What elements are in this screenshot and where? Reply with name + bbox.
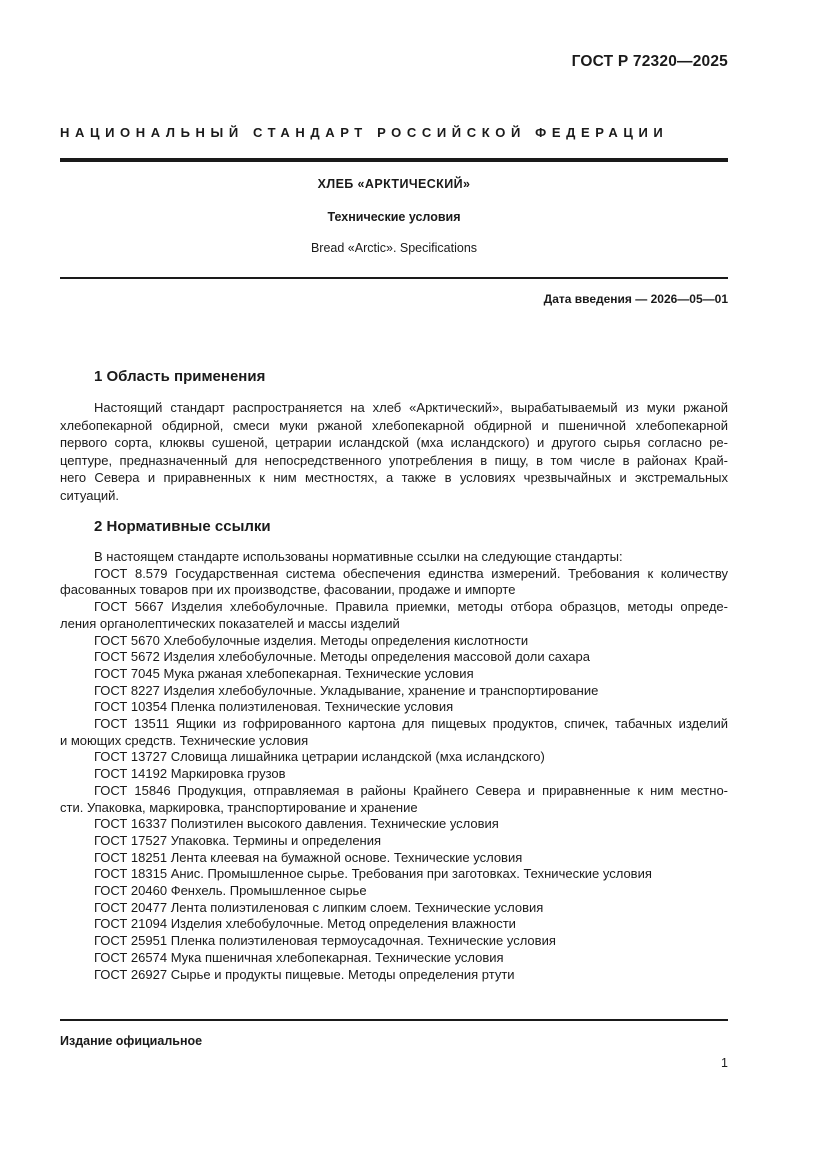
header-divider <box>60 158 728 162</box>
reference-item: ГОСТ 5672 Изделия хлебобулочные. Методы определения массовой доли сахара <box>94 649 590 665</box>
reference-item: ГОСТ 7045 Мука ржаная хлебопекарная. Технические условия <box>94 665 474 681</box>
reference-item: ГОСТ 17527 Упаковка. Термины и определения <box>94 832 382 848</box>
national-standard-banner: НАЦИОНАЛЬНЫЙ СТАНДАРТ РОССИЙСКОЙ ФЕДЕРАЦИИ <box>60 125 669 140</box>
scope-line: первого сорта, клюквы сушеной, цетрарии исландской (мха исландского) и другого сырья согласно ре- <box>60 435 728 450</box>
reference-item: ГОСТ 20477 Лента полиэтиленовая с липким слоем. Технические условия <box>94 899 544 915</box>
reference-line: ГОСТ 8.579 Государственная система обеспечения единства измерений. Требования к количеству <box>94 565 728 581</box>
reference-line: ГОСТ 13511 Ящики из гофрированного картона для пищевых продуктов, спичек, табачных изделий <box>94 716 728 732</box>
reference-item: ГОСТ 18315 Анис. Промышленное сырье. Требования при заготовках. Технические условия <box>94 866 652 882</box>
document-title: ХЛЕБ «АРКТИЧЕСКИЙ» <box>317 177 471 191</box>
reference-item: ГОСТ 10354 Пленка полиэтиленовая. Технические условия <box>94 699 454 715</box>
reference-item: ГОСТ 18251 Лента клеевая на бумажной основе. Технические условия <box>94 849 523 865</box>
reference-line-continuation: ления органолептических показателей и массы изделий <box>60 615 400 631</box>
reference-item: ГОСТ 16337 Полиэтилен высокого давления. Технические условия <box>94 816 499 832</box>
reference-item <box>60 599 728 632</box>
section-heading-scope: 1 Область применения <box>94 368 266 385</box>
scope-line: Настоящий стандарт распространяется на хлеб «Арктический», вырабатываемый из муки ржаной <box>94 400 728 415</box>
english-title: Bread «Arctic». Specifications <box>310 241 478 255</box>
footer-divider <box>60 1019 728 1021</box>
reference-item: ГОСТ 8227 Изделия хлебобулочные. Укладывание, хранение и транспортирование <box>94 682 599 698</box>
document-code: ГОСТ Р 72320—2025 <box>571 53 728 70</box>
reference-line: ГОСТ 5667 Изделия хлебобулочные. Правила приемки, методы отбора образцов, методы опреде- <box>94 599 728 615</box>
document-subtitle: Технические условия <box>327 210 461 224</box>
references-list <box>60 549 728 983</box>
scope-line: него Севера и приравненных к ним местностях, а также в условиях чрезвычайных и экстремальных <box>60 470 728 485</box>
scope-line: ситуаций. <box>60 487 120 503</box>
section-heading-references: 2 Нормативные ссылки <box>94 518 271 535</box>
scope-paragraph <box>60 399 728 504</box>
references-intro: В настоящем стандарте использованы нормативные ссылки на следующие стандарты: <box>94 549 623 564</box>
title-divider <box>60 277 728 279</box>
reference-item: ГОСТ 26927 Сырье и продукты пищевые. Методы определения ртути <box>94 966 515 982</box>
reference-item <box>60 716 728 749</box>
reference-line-continuation: сти. Упаковка, маркировка, транспортирование и хранение <box>60 799 418 815</box>
scope-line: цептуре, предназначенный для непосредственного употребления в пищу, в том числе в районах Край- <box>60 452 728 468</box>
reference-line: ГОСТ 15846 Продукция, отправляемая в районы Крайнего Севера и приравненные к ним местно- <box>94 782 728 798</box>
reference-item <box>60 566 728 599</box>
reference-item: ГОСТ 5670 Хлебобулочные изделия. Методы определения кислотности <box>94 632 529 648</box>
reference-item <box>60 783 728 816</box>
reference-item: ГОСТ 21094 Изделия хлебобулочные. Метод определения влажности <box>94 916 516 932</box>
reference-item: ГОСТ 26574 Мука пшеничная хлебопекарная. Технические условия <box>94 949 504 965</box>
reference-item: ГОСТ 13727 Словища лишайника цетрарии исландской (мха исландского) <box>94 749 545 765</box>
page-number: 1 <box>721 1056 728 1070</box>
reference-item: ГОСТ 14192 Маркировка грузов <box>94 766 286 782</box>
reference-line-continuation: и моющих средств. Технические условия <box>60 732 309 748</box>
effective-date: Дата введения — 2026—05—01 <box>543 292 728 306</box>
reference-line-continuation: фасованных товаров при их производстве, фасовании, продаже и импорте <box>60 582 516 598</box>
reference-item: ГОСТ 25951 Пленка полиэтиленовая термоусадочная. Технические условия <box>94 933 556 949</box>
edition-label: Издание официальное <box>60 1034 203 1048</box>
scope-line: хлебопекарной обдирной, смеси муки ржаной хлебопекарной обдирной и пшеничной хлебопекарной <box>60 417 728 433</box>
reference-item: ГОСТ 20460 Фенхель. Промышленное сырье <box>94 883 367 899</box>
